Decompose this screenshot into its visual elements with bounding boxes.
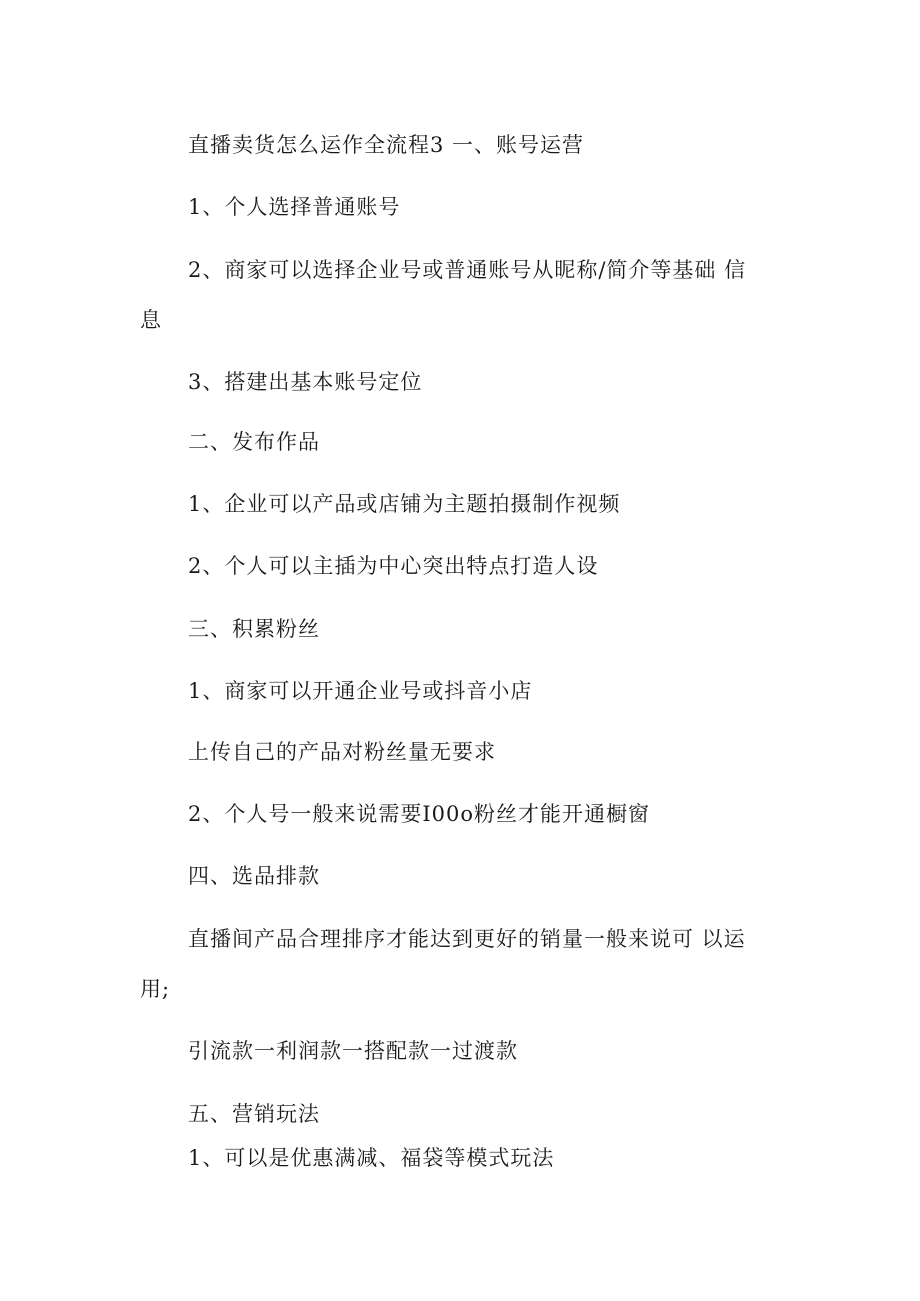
paragraph-line: 1、个人选择普通账号 [188, 195, 401, 219]
paragraph-line: 1、企业可以产品或店铺为主题拍摄制作视频 [188, 492, 621, 516]
paragraph-line: 息 [140, 308, 162, 332]
paragraph-line: 2、个人可以主插为中心突出特点打造人设 [188, 554, 599, 578]
title-line: 直播卖货怎么运作全流程3 一、账号运营 [188, 133, 585, 157]
paragraph-line: 2、商家可以选择企业号或普通账号从昵称/简介等基础 信 [188, 258, 747, 282]
section-heading: 五、营销玩法 [188, 1102, 320, 1126]
section-heading: 四、选品排款 [188, 864, 320, 888]
paragraph-line: 上传自己的产品对粉丝量无要求 [188, 740, 496, 764]
paragraph-line: 用; [140, 977, 171, 1001]
section-heading: 三、积累粉丝 [188, 617, 320, 641]
paragraph-line: 2、个人号一般来说需要I00o粉丝才能开通橱窗 [188, 802, 651, 826]
paragraph-line: 1、可以是优惠满减、福袋等模式玩法 [188, 1146, 555, 1170]
paragraph-line: 引流款一利润款一搭配款一过渡款 [188, 1039, 518, 1063]
paragraph-line: 3、搭建出基本账号定位 [188, 370, 423, 394]
section-heading: 二、发布作品 [188, 430, 320, 454]
paragraph-line: 1、商家可以开通企业号或抖音小店 [188, 679, 533, 703]
paragraph-line: 直播间产品合理排序才能达到更好的销量一般来说可 以运 [188, 927, 746, 951]
